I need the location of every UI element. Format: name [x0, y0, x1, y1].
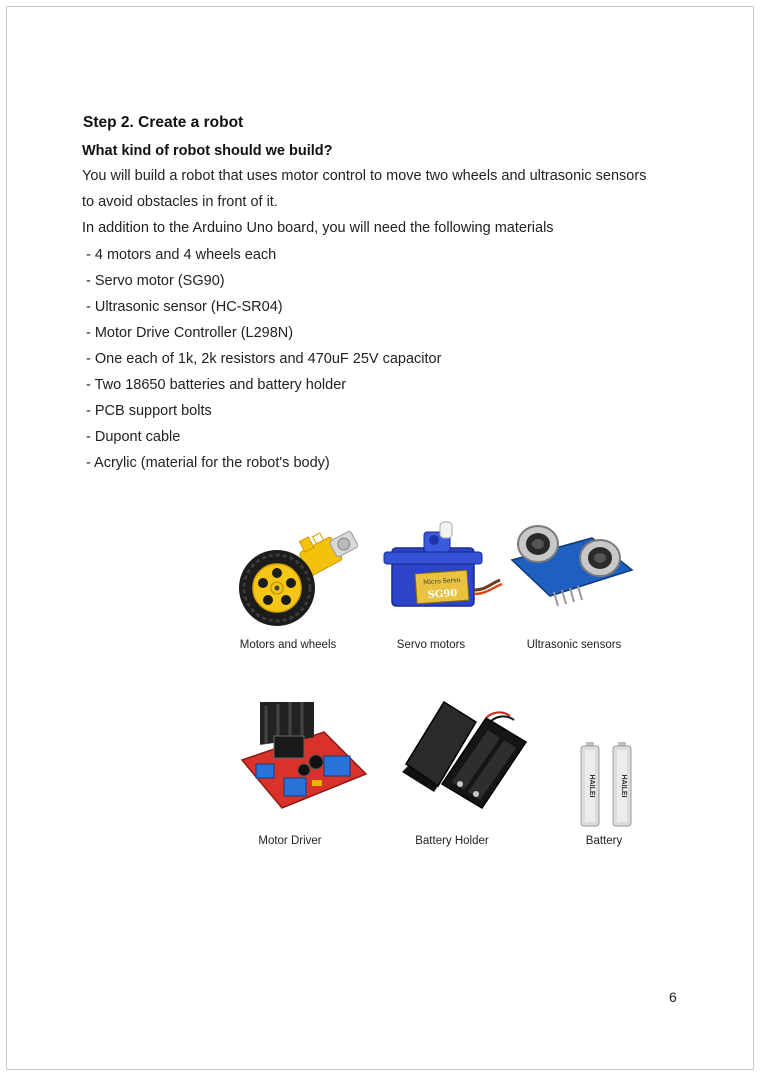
list-item: - Acrylic (material for the robot's body)	[86, 455, 330, 471]
motor-driver-icon	[238, 702, 370, 812]
intro-paragraph-line-1: You will build a robot that uses motor control to move two wheels and ultrasonic sensors	[82, 168, 647, 184]
list-item: - Servo motor (SG90)	[86, 273, 225, 289]
figure-caption: Ultrasonic sensors	[526, 639, 622, 651]
servo-label-text: SG90	[427, 587, 458, 602]
list-item: - Two 18650 batteries and battery holder	[86, 377, 347, 393]
intro-paragraph-line-2: to avoid obstacles in front of it.	[82, 194, 278, 210]
list-item: - One each of 1k, 2k resistors and 470uF 25V capacitor	[86, 351, 442, 367]
ultrasonic-sensor-icon	[508, 518, 636, 610]
figure-caption: Battery	[585, 835, 623, 847]
materials-list	[86, 245, 441, 479]
motor-wheel-icon	[232, 516, 372, 628]
battery-icon	[576, 740, 638, 830]
section-heading: Step 2. Create a robot	[83, 114, 244, 131]
battery-holder-icon	[398, 696, 530, 810]
figure-caption: Battery Holder	[415, 835, 489, 847]
list-item: - 4 motors and 4 wheels each	[86, 247, 277, 263]
figure-caption: Motors and wheels	[239, 639, 337, 651]
subheading-question: What kind of robot should we build?	[82, 143, 333, 159]
figure-caption: Servo motors	[396, 639, 466, 651]
servo-sticker-text: Micro Servo	[422, 576, 461, 587]
figure-caption: Motor Driver	[258, 835, 322, 847]
list-item: - PCB support bolts	[86, 403, 212, 419]
list-item: - Dupont cable	[86, 429, 181, 445]
servo-motor-icon	[380, 518, 504, 620]
page-number: 6	[669, 989, 677, 1005]
list-item: - Ultrasonic sensor (HC-SR04)	[86, 299, 283, 315]
list-item: - Motor Drive Controller (L298N)	[86, 325, 294, 341]
battery-brand-text: HAILEI	[620, 774, 627, 798]
materials-intro: In addition to the Arduino Uno board, you will need the following materials	[82, 220, 554, 236]
battery-brand-text: HAILEI	[588, 774, 595, 798]
